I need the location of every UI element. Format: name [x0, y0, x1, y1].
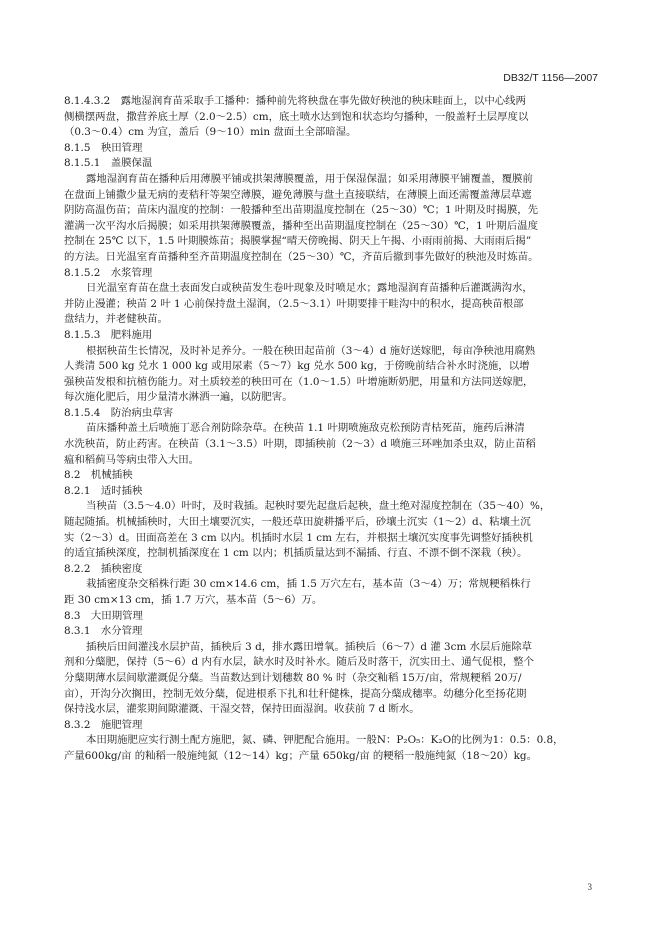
- text-line: 根据秧苗生长情况，及时补足养分。一般在秧田起苗前（3～4）d 施好送嫁肥，每亩净秧池用腐熟: [86, 344, 536, 357]
- text-line: 侧横摆两盘，撒营养底土厚（2.0～2.5）cm，底土喷水达到饱和状态均匀播种，一般盖籽土层厚度以: [64, 110, 529, 123]
- text-line: 8.2.2 插秧密度: [64, 562, 143, 575]
- text-line: 灌满一次平沟水后揭膜；如采用拱架薄膜覆盖，播种至出苗期温度控制在（25～30）℃，1 叶期后温度: [64, 219, 538, 232]
- text-line: 本田期施肥应实行测土配方施肥，氮、磷、钾肥配合施用。一般N：P₂O₅：K₂O的比例为1：0.5：0.8，: [86, 734, 564, 747]
- text-line: 强秧苗发根和抗植伤能力。对土质较差的秧田可在（1.0～1.5）叶增施断奶肥，用量和方法同送嫁肥，: [64, 375, 534, 388]
- text-line: 8.1.5.2 水浆管理: [64, 266, 153, 279]
- text-line: 产量600kg/亩 的籼稻一般施纯氮（12～14）kg；产量 650kg/亩 的粳稻一般施纯氮（18～20）kg。: [64, 749, 537, 762]
- text-line: 露地湿润育苗在播种后用薄膜平铺或拱架薄膜覆盖，用于保湿保温；如采用薄膜平铺覆盖，覆膜前: [86, 172, 533, 185]
- text-line: 人粪清 500 kg 兑水 1 000 kg 或用尿素（5～7）kg 兑水 500 kg，于傍晚前结合补水时浇施，以增: [64, 360, 530, 373]
- text-line: 8.1.5.1 盖膜保温: [64, 157, 153, 170]
- text-line: 8.1.5 秧田管理: [64, 141, 143, 154]
- text-line: 8.3 大田期管理: [64, 609, 143, 622]
- text-line: 阴防高温伤苗；苗床内温度的控制：一般播种至出苗期温度控制在（25～30）℃；1 叶期及时揭膜，先: [64, 204, 538, 217]
- text-line: 8.1.5.4 防治病虫草害: [64, 406, 174, 419]
- text-line: 的方法。日光温室育苗播种至齐苗期温度控制在（25～30）℃，齐苗后撤到事先做好的秧池及时炼苗。: [64, 250, 539, 263]
- text-line: 8.3.1 水分管理: [64, 625, 143, 638]
- text-line: 水洗秧苗，防止药害。在秧苗（3.1～3.5）叶期，即插秧前（2～3）d 喷施三环唑加杀虫双，防止苗稻: [64, 438, 536, 451]
- text-line: 距 30 cm×13 cm，插 1.7 万穴，基本苗（5～6）万。: [64, 594, 323, 606]
- text-line: 栽插密度杂交稻株行距 30 cm×14.6 cm，插 1.5 万穴左右，基本苗（3～4）万；常规粳稻株行: [86, 578, 531, 591]
- text-line: 8.1.4.3.2 露地湿润育苗采取手工播种：播种前先将秧盘在事先做好秧池的秧床畦面上，以中心线两: [64, 95, 526, 107]
- text-line: 的适宜插秧深度，控制机插深度在 1 cm 以内；机插质量达到不漏插、行直、不漂不倒不深栽（秧）。: [64, 547, 528, 560]
- text-line: 8.2 机械插秧: [64, 469, 133, 482]
- text-line: 瘟和稻蓟马等病虫带入大田。: [64, 453, 200, 466]
- text-line: 亩），开沟分次搁田，控制无效分蘖，促进根系下扎和壮秆健株，提高分蘖成穗率。幼穗分化至扬花期: [64, 687, 527, 700]
- text-line: 随起随插。机械插秧时，大田土壤要沉实，一般还草田旋耕播平后，砂壤土沉实（1～2）d、粘壤土沉: [64, 516, 531, 529]
- text-line: 控制在 25℃ 以下，1.5 叶期膜炼苗；揭膜掌握“晴天傍晚揭、阴天上午揭、小雨雨前揭、大雨雨后揭”: [64, 235, 532, 248]
- text-line: 日光温室育苗在盘土表面发白或秧苗发生卷叶现象及时喷足水；露地湿润育苗播种后灌溉满沟水，: [86, 282, 533, 295]
- text-line: 苗床播种盖土后喷施丁恶合剂防除杂草。在秧苗 1.1 叶期喷施敌克松预防青枯死苗，施药后淋清: [86, 422, 525, 435]
- text-line: 插秧后田间灌浅水层护苗，插秧后 3 d，排水露田增氧。插秧后（6～7）d 灌 3cm 水层后施除草: [86, 640, 532, 653]
- text-line: 当秧苗（3.5～4.0）叶时，及时栽插。起秧时要先起盘后起秧，盘土绝对湿度控制在（35～40）%，: [86, 500, 551, 513]
- text-line: 并防止漫灌；秧苗 2 叶 1 心前保持盘土湿润，（2.5～3.1）叶期要排干畦沟中的积水，提高秧苗根部: [64, 297, 524, 310]
- text-line: 盘结力，并老健秧苗。: [64, 313, 168, 326]
- document-number: DB32/T 1156—2007: [503, 72, 598, 84]
- text-line: 分蘖期薄水层间歇灌溉促分蘖。当苗数达到计划穗数 80 % 时（杂交籼稻 15万/亩，常规粳稻 20万/: [64, 671, 522, 684]
- text-line: 8.2.1 适时插秧: [64, 484, 143, 497]
- text-line: 8.1.5.3 肥料施用: [64, 328, 153, 341]
- document-body: [64, 94, 608, 765]
- page-number: 3: [587, 882, 592, 892]
- text-line: 在盘面上铺撒少量无病的麦秸秆等架空薄膜，避免薄膜与盘土直接联结，在薄膜上面还需覆盖薄层草遮: [64, 188, 532, 201]
- text-line: 8.3.2 施肥管理: [64, 718, 143, 731]
- text-line: 实（2～3）d。田面高差在 3 cm 以内。机插时水层 1 cm 左右，并根据土壤沉实度事先调整好插秧机: [64, 531, 533, 544]
- text-line: 剂和分蘖肥，保持（5～6）d 内有水层，缺水时及时补水。随后及时落干，沉实田土、通气促根，整个: [64, 656, 534, 669]
- text-line: 保持浅水层，灌浆期间隙灌溉、干湿交替，保持田面湿润。收获前 7 d 断水。: [64, 703, 420, 716]
- text-line: （0.3～0.4）cm 为宜，盖后（9～10）min 盘面土全部暗湿。: [64, 126, 357, 139]
- text-line: 每次施化肥后，用少量清水淋洒一遍，以防肥害。: [64, 391, 293, 404]
